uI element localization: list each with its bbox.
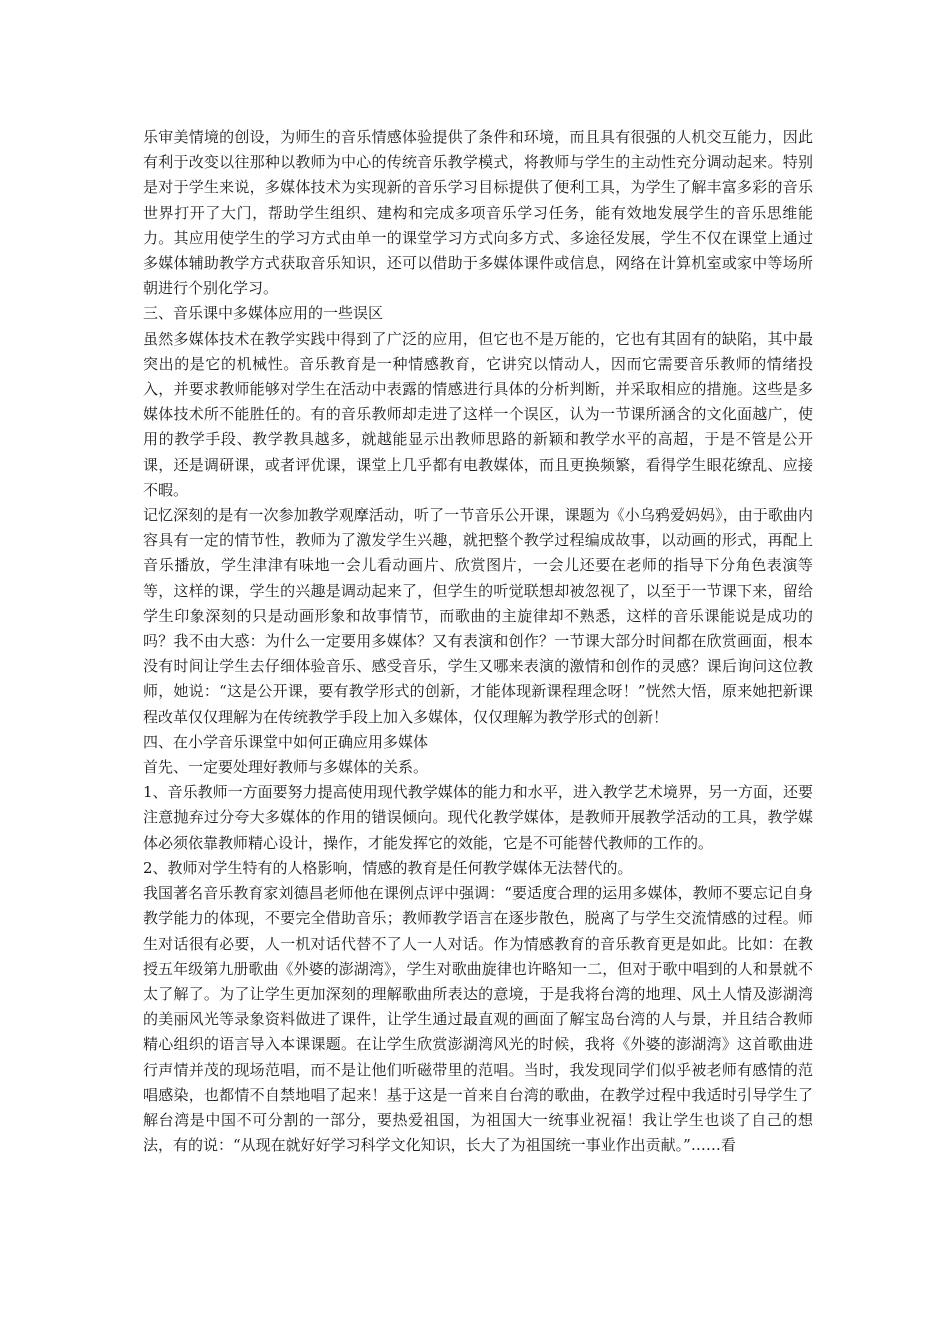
section-heading-4: 四、在小学音乐课堂中如何正确应用多媒体 [143,732,429,751]
paragraph-example: 我国著名音乐教育家刘德昌老师他在课例点评中强调：“要适度合理的运用多媒体，教师不要忘记自身教学能力的体现，不要完全借助音乐；教师教学语言在逐步散色，脱离了与学生交流情感的过程。师生对话很有必要，人一机对话代替不了人一人对话。作为情感教育的音乐教育更是如此。比如：在教授五年级第九册歌曲《外婆的澎湖湾》，学生对歌曲旋律也许略知一二，但对于歌中唱到的人和景就不太了解了。为了让学生更加深刻的理解歌曲所表达的意境，于是我将台湾的地理、风土人情及澎湖湾的美丽风光等录象资料做进了课件，让学生通过最直观的画面了解宝岛台湾的人与景，并且结合教师精心组织的语言导入本课课题。在让学生欣赏澎湖湾风光的时候，我将《外婆的澎湖湾》这首歌曲进行声情并茂的现场范唱，而不是让他们听磁带里的范唱。当时，我发现同学们似乎被老师有感情的范唱感染，也都情不自禁地唱了起来！基于这是一首来自台湾的歌曲，在教学过程中我适时引导学生了解台湾是中国不可分割的一部分，要热爱祖国，为祖国大一统事业祝福！我让学生也谈了自己的想法，有的说：“从现在就好好学习科学文化知识，长大了为祖国统一事业作出贡献。”……看 [143,884,813,1155]
paragraph-item-2: 2、教师对学生特有的人格影响，情感的教育是任何教学媒体无法替代的。 [143,858,633,877]
paragraph-first-point: 首先、一定要处理好教师与多媒体的关系。 [143,758,429,777]
section-heading-3: 三、音乐课中多媒体应用的一些误区 [143,304,384,323]
paragraph-observation: 记忆深刻的是有一次参加教学观摩活动，听了一节音乐公开课，课题为《小乌鸦爱妈妈》，由于歌曲内容具有一定的情节性，教师为了激发学生兴趣，就把整个教学过程编成故事，以动画的形式，再配上音乐播放，学生津津有味地一会儿看动画片、欣赏图片，一会儿还要在老师的指导下分角色表演等等，这样的课，学生的兴趣是调动起来了，但学生的听觉联想却被忽视了，以至于一节课下来，留给学生印象深刻的只是动画形象和故事情节，而歌曲的主旋律却不熟悉，这样的音乐课能说是成功的吗？我不由大惑：为什么一定要用多媒体？又有表演和创作？一节课大部分时间都在欣赏画面，根本没有时间让学生去仔细体验音乐、感受音乐，学生又哪来表演的激情和创作的灵感？课后询问这位教师，她说：“这是公开课，要有教学形式的创新，才能体现新课程理念呀！”恍然大悟，原来她把新课程改革仅仅理解为在传统教学手段上加入多媒体，仅仅理解为教学形式的创新！ [143,506,813,726]
paragraph-item-1: 1、音乐教师一方面要努力提高使用现代教学媒体的能力和水平，进入教学艺术境界，另一方面，还要注意抛弃过分夸大多媒体的作用的错误倾向。现代化教学媒体，是教师开展教学活动的工具，教学媒体必须依靠教师精心设计，操作，才能发挥它的效能，它是不可能替代教师的工作的。 [143,783,813,852]
document-body [143,125,813,1158]
paragraph-intro: 乐审美情境的创设，为师生的音乐情感体验提供了条件和环境，而且具有很强的人机交互能力，因此有利于改变以往那种以教师为中心的传统音乐教学模式，将教师与学生的主动性充分调动起来。特别是对于学生来说，多媒体技术为实现新的音乐学习目标提供了便利工具，为学生了解丰富多彩的音乐世界打开了大门，帮助学生组织、建构和完成多项音乐学习任务，能有效地发展学生的音乐思维能力。其应用使学生的学习方式由单一的课堂学习方式向多方式、多途径发展，学生不仅在课堂上通过多媒体辅助教学方式获取音乐知识，还可以借助于多媒体课件或信息，网络在计算机室或家中等场所朝进行个别化学习。 [143,128,813,298]
paragraph-misconception: 虽然多媒体技术在教学实践中得到了广泛的应用，但它也不是万能的，它也有其固有的缺陷，其中最突出的是它的机械性。音乐教育是一种情感教育，它讲究以情动人，因而它需要音乐教师的情绪投入，并要求教师能够对学生在活动中表露的情感进行具体的分析判断，并采取相应的措施。这些是多媒体技术所不能胜任的。有的音乐教师却走进了这样一个误区，认为一节课所涵含的文化面越广，使用的教学手段、教学教具越多，就越能显示出教师思路的新颖和教学水平的高超，于是不管是公开课，还是调研课，或者评优课，课堂上几乎都有电教媒体，而且更换频繁，看得学生眼花缭乱、应接不暇。 [143,329,813,499]
